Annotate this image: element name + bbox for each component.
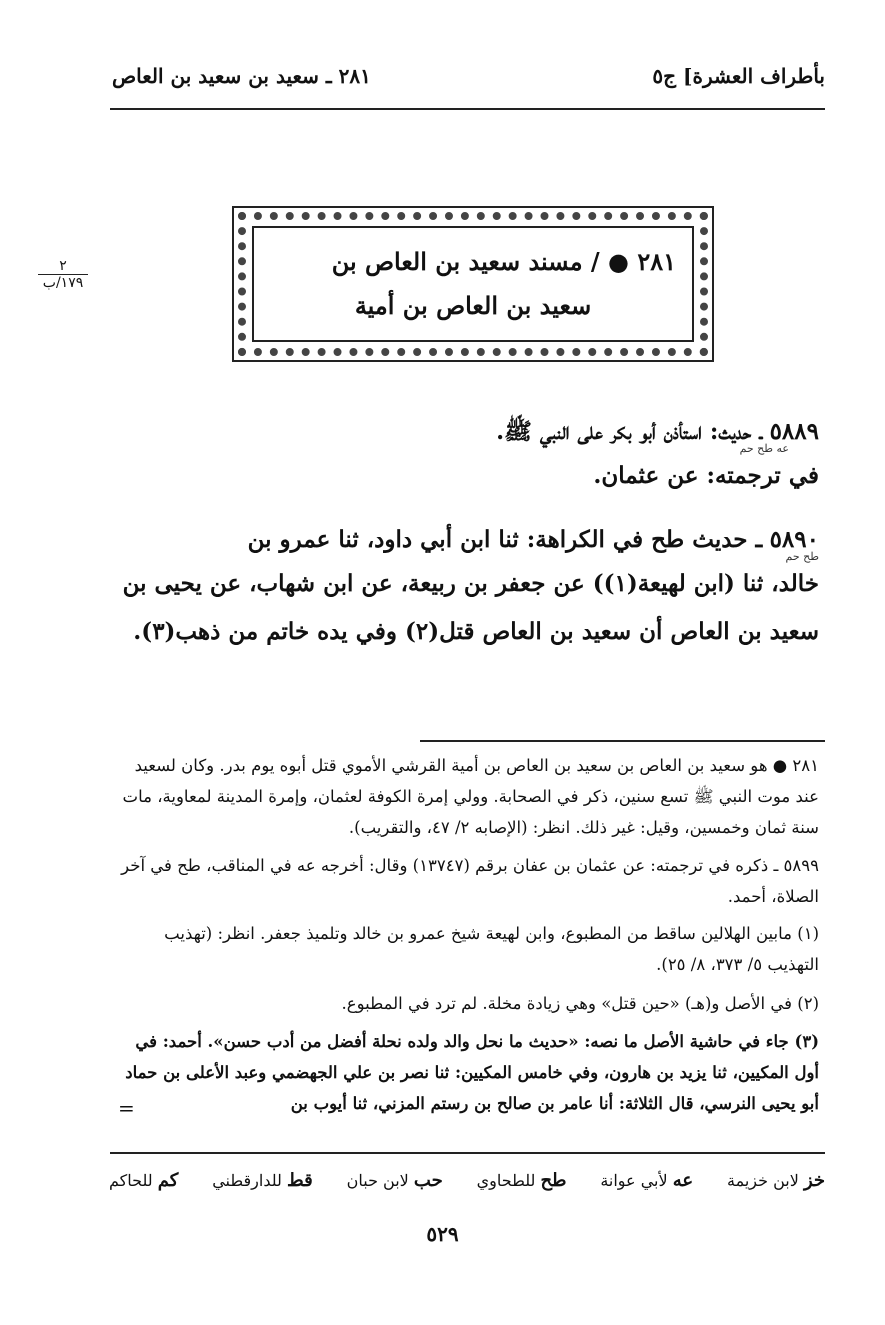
abbreviation-item: خز لابن خزيمة <box>727 1170 825 1191</box>
title-line-1: ٢٨١ ● / مسند سعيد بن العاص بن <box>331 247 676 276</box>
hadith-entry <box>119 408 819 500</box>
abbreviation-item: حب لابن حبان <box>346 1170 443 1191</box>
entry-number: ٥٨٨٩ <box>769 418 819 445</box>
footnote: (٢) في الأصل و(هـ) «حين قتل» وهي زيادة مخلة. لم ترد في المطبوع. <box>341 994 819 1013</box>
abbreviation-item: طح للطحاوي <box>476 1170 567 1191</box>
footnote: ٢٨١ ● هو سعيد بن العاص بن سعيد بن العاص بن أمية القرشي الأموي قتل أبوه يوم بدر. وكان لسعيد عند موت النبي ﷺ تسع سنين، ذكر في الصحابة. وولي إمرة الكوفة لعثمان، وإمرة المدينة لمعاوية، مات سنة ثمان وخمسين، وقيل: غير ذلك. انظر: (الإصابه ٢/ ٤٧، والتقريب). <box>122 756 819 837</box>
hadith-entry <box>119 516 819 656</box>
footnote: (١) مابين الهلالين ساقط من المطبوع، وابن لهيعة شيخ عمرو بن خالد وتلميذ جعفر. انظر: (تهذيب التهذيب ٥/ ٣٧٣، ٨/ ٢٥). <box>164 924 819 974</box>
entry-text: سعيد بن العاص أن سعيد بن العاص قتل(٢) وفي يده خاتم من ذهب(٣). <box>133 618 819 645</box>
footnote: (٣) جاء في حاشية الأصل ما نصه: «حديث ما نحل والد ولده نحلة أفضل من أدب حسن». أحمد: في أول المكيين، ثنا يزيد بن هارون، وفي خامس المكيين: ثنا نصر بن علي الجهضمي وعبد الأعلى بن حماد أبو يحيى النرسي، قال الثلاثة: أنا عامر بن صالح بن رستم المزني، ثنا أيوب بن <box>125 1032 819 1113</box>
abbreviation-item: كم للحاكم <box>109 1170 179 1191</box>
entry-number: ٥٨٩٠ <box>769 526 819 553</box>
abbreviations-key <box>109 1170 825 1191</box>
entry-line <box>119 560 819 608</box>
entry-text: ـ حديث: استأذن أبو بكر على النبي ﷺ. <box>496 418 763 445</box>
entry-line <box>119 608 819 656</box>
abbreviation-item: قط للدارقطني <box>212 1170 313 1191</box>
running-header-section: ٢٨١ ـ سعيد بن سعيد بن العاص <box>112 64 371 88</box>
abbreviation-item: عه لأبي عوانة <box>600 1170 694 1191</box>
entry-line <box>119 452 819 500</box>
page-number: ٥٢٩ <box>426 1222 459 1246</box>
entry-text: ـ حديث طح في الكراهة: ثنا ابن أبي داود، ثنا عمرو بن <box>247 526 763 553</box>
entry-sigla: عه طح حم <box>739 442 789 455</box>
continuation-mark: = <box>118 1096 135 1120</box>
title-line-2: سعيد بن العاص بن أمية <box>354 291 592 320</box>
abbreviations-rule <box>110 1152 825 1154</box>
margin-note <box>28 258 98 291</box>
entry-text: في ترجمته: عن عثمان. <box>593 462 819 489</box>
header-rule <box>110 108 825 110</box>
footnote-rule <box>420 740 825 742</box>
footnote: ٥٨٩٩ ـ ذكره في ترجمته: عن عثمان بن عفان برقم (١٣٧٤٧) وقال: أخرجه عه في المناقب، طح في آخر الصلاة، أحمد. <box>121 856 819 906</box>
margin-note-top: ٢ <box>38 258 88 275</box>
margin-note-bottom: ١٧٩/ب <box>42 275 84 291</box>
running-header-book: بأطراف العشرة] ج٥ <box>652 64 825 88</box>
entry-text: خالد، ثنا (ابن لهيعة(١)) عن جعفر بن ربيعة، عن ابن شهاب، عن يحيى بن <box>122 570 819 597</box>
entry-sigla: طح حم <box>785 550 819 563</box>
title-box <box>252 226 694 342</box>
